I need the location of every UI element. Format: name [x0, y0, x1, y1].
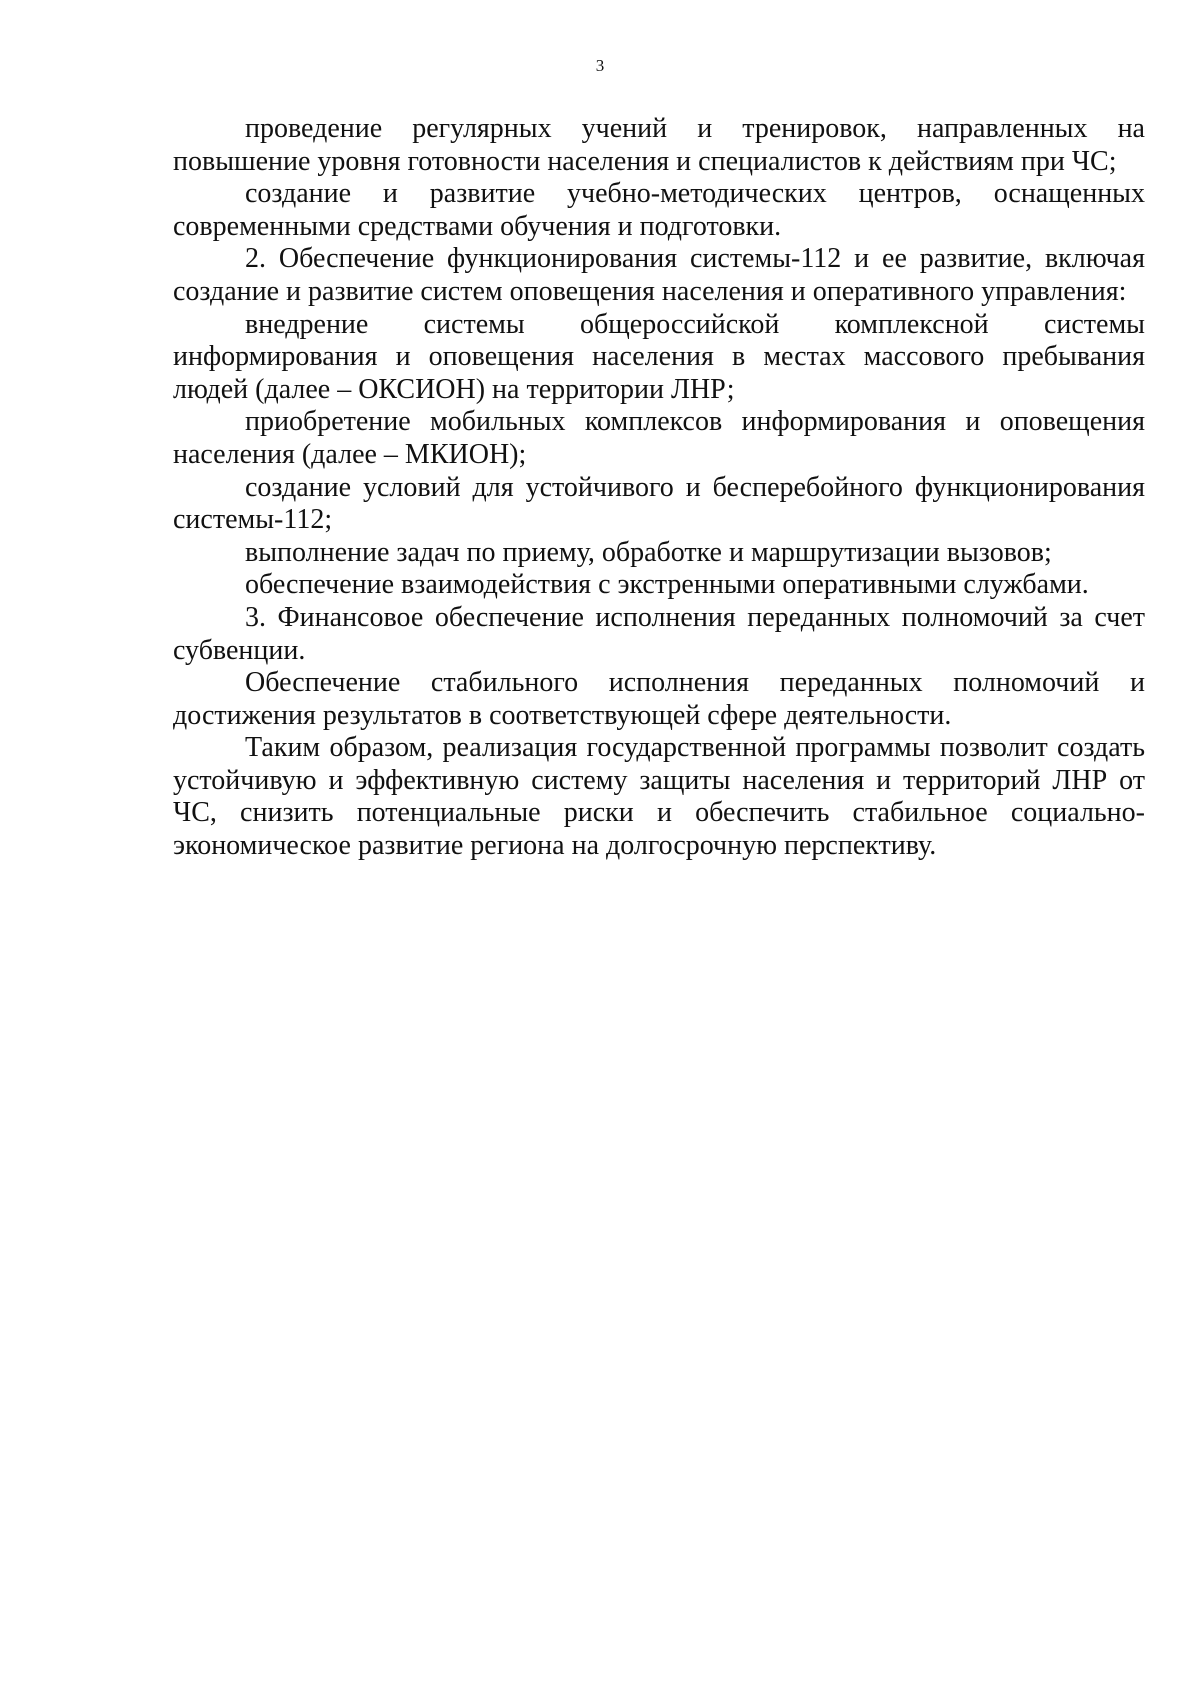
paragraph-training-regular: проведение регулярных учений и тренировок, направленных на повышение уровня готовности населения и специалистов к действиям при ЧС; — [173, 113, 1145, 177]
paragraph-calls-processing: выполнение задач по приему, обработке и маршрутизации вызовов; — [245, 536, 1052, 568]
paragraph-emergency-services: обеспечение взаимодействия с экстренными оперативными службами. — [245, 569, 1089, 601]
page-number: 3 — [595, 56, 605, 75]
paragraph-conclusion: Таким образом, реализация государственной программы позволит создать устойчивую и эффективную систему защиты населения и территорий ЛНР от ЧС, снизить потенциальные риски и обеспечить стабильное социально-экономическое развитие региона на долгосрочную перспективу. — [173, 732, 1145, 862]
paragraph-mkion: приобретение мобильных комплексов информирования и оповещения населения (далее – МКИОН); — [173, 406, 1145, 470]
paragraph-financing-heading: 3. Финансовое обеспечение исполнения переданных полномочий за счет субвенции. — [173, 601, 1145, 666]
paragraph-training-centers: создание и развитие учебно-методических центров, оснащенных современными средствами обучения и подготовки. — [173, 178, 1145, 242]
paragraph-oksion: внедрение системы общероссийской комплексной системы информирования и оповещения населения в местах массового пребывания людей (далее – ОКСИОН) на территории ЛНР; — [173, 308, 1145, 405]
paragraph-system-112-conditions: создание условий для устойчивого и бесперебойного функционирования системы-112; — [173, 471, 1145, 536]
paragraph-powers-execution: Обеспечение стабильного исполнения переданных полномочий и достижения результатов в соответствующей сфере деятельности. — [173, 667, 1145, 731]
paragraph-system-112-heading: 2. Обеспечение функционирования системы-112 и ее развитие, включая создание и развитие систем оповещения населения и оперативного управления: — [173, 243, 1145, 307]
document-body — [173, 113, 1145, 863]
